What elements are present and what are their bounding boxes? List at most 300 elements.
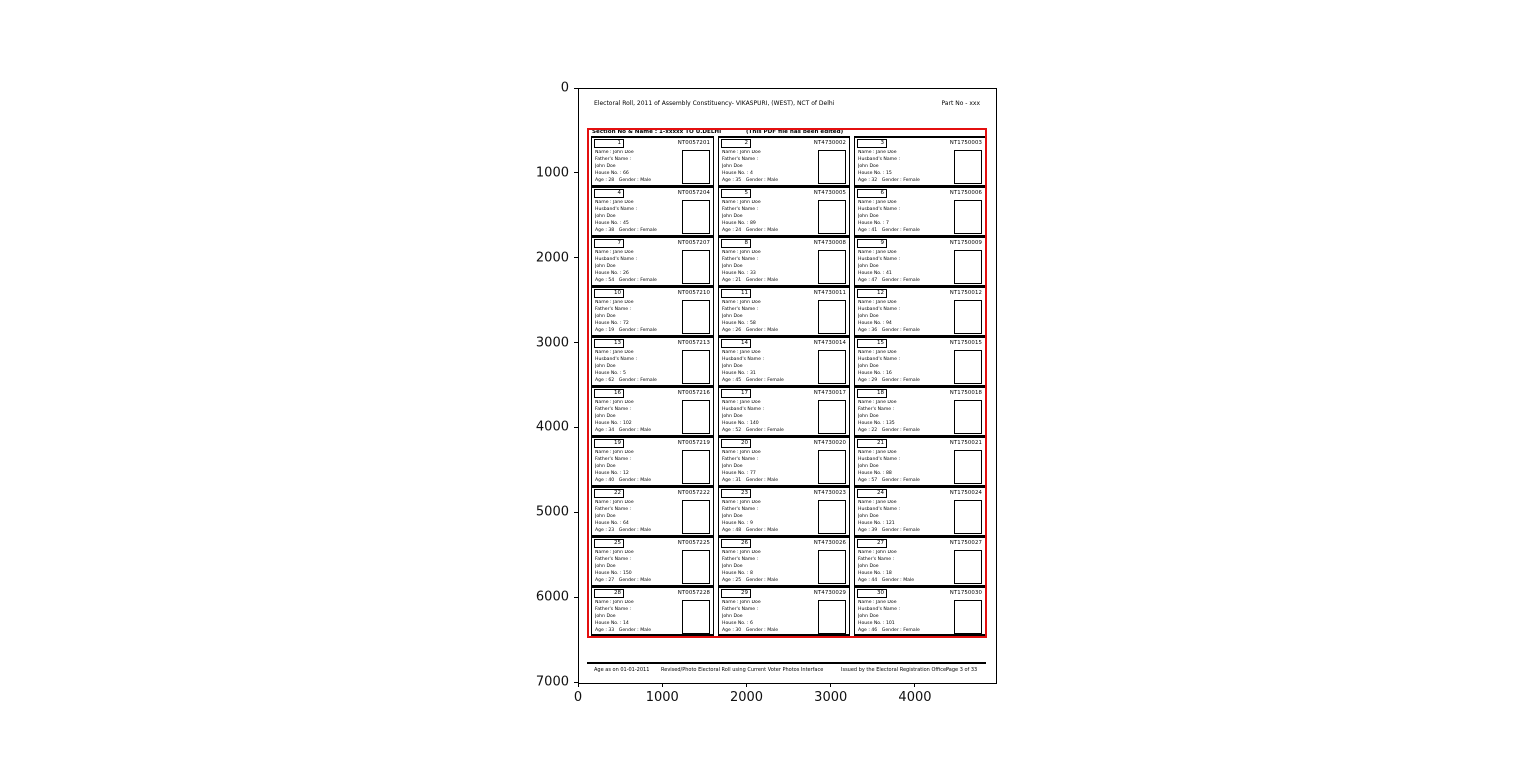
voter-photo-box (954, 200, 982, 234)
voter-photo-box (818, 400, 846, 434)
voter-details (722, 550, 808, 584)
voter-detail-line: Age : 27 Gender : Male (595, 577, 652, 583)
document-footer (579, 667, 996, 677)
voter-detail-line: House No. : 66 (595, 170, 629, 176)
voter-card (718, 286, 850, 336)
epic-id: NT0057213 (677, 340, 710, 346)
voter-detail-line: Husband's Name : (858, 606, 900, 612)
epic-id: NT4730005 (813, 190, 846, 196)
voter-detail-line: House No. : 72 (595, 320, 629, 326)
voter-photo-box (954, 300, 982, 334)
voter-detail-line: John Doe (858, 363, 879, 369)
serial-number-box: 12 (857, 289, 887, 298)
y-tick-label: 0 (560, 80, 569, 96)
voter-detail-line: John Doe (858, 463, 879, 469)
serial-number-box: 4 (594, 189, 624, 198)
voter-detail-line: John Doe (595, 213, 616, 219)
footer-page-number: Page 3 of 33 (946, 667, 978, 673)
voter-detail-line: Husband's Name : (858, 506, 900, 512)
voter-detail-line: Father's Name : (722, 506, 759, 512)
serial-number-box: 3 (857, 139, 887, 148)
voter-detail-line: Name : Jane Doe (858, 150, 897, 155)
voter-detail-line: Husband's Name : (595, 206, 637, 212)
voter-detail-line: House No. : 150 (595, 570, 632, 576)
voter-card (854, 286, 986, 336)
serial-number-box: 8 (721, 239, 751, 248)
voter-detail-line: John Doe (595, 413, 616, 419)
serial-number-box: 2 (721, 139, 751, 148)
serial-number-box: 26 (721, 539, 751, 548)
serial-number-box: 11 (721, 289, 751, 298)
voter-detail-line: John Doe (595, 263, 616, 269)
voter-photo-box (682, 550, 710, 584)
voter-detail-line: Father's Name : (858, 406, 895, 412)
voter-detail-line: House No. : 94 (858, 320, 892, 326)
voter-detail-line: House No. : 15 (858, 170, 892, 176)
voter-card (718, 536, 850, 586)
epic-id: NT0057228 (677, 590, 710, 596)
plot-area (578, 88, 997, 684)
voter-detail-line: Age : 24 Gender : Male (722, 227, 779, 233)
voter-detail-line: John Doe (595, 513, 616, 519)
voter-detail-line: John Doe (858, 563, 879, 569)
voter-details (595, 400, 681, 434)
epic-id: NT0057204 (677, 190, 710, 196)
voter-detail-line: Father's Name : (722, 156, 759, 162)
voter-detail-line: Age : 62 Gender : Female (595, 377, 657, 383)
voter-detail-line: John Doe (722, 413, 743, 419)
voter-detail-line: Age : 34 Gender : Male (595, 427, 652, 433)
voter-photo-box (818, 200, 846, 234)
voter-detail-line: Age : 38 Gender : Female (595, 227, 657, 233)
serial-number-box: 9 (857, 239, 887, 248)
voter-photo-box (954, 500, 982, 534)
voter-details (858, 250, 944, 284)
voter-detail-line: John Doe (722, 463, 743, 469)
voter-detail-line: Husband's Name : (722, 406, 764, 412)
voter-detail-line: John Doe (595, 313, 616, 319)
voter-detail-line: Name : Jane Doe (858, 350, 897, 355)
voter-detail-line: House No. : 31 (722, 370, 756, 376)
voter-photo-box (818, 500, 846, 534)
voter-detail-line: Age : 57 Gender : Female (858, 477, 920, 483)
serial-number-box: 24 (857, 489, 887, 498)
voter-detail-line: Name : John Doe (595, 400, 634, 405)
voter-detail-line: House No. : 18 (858, 570, 892, 576)
voter-detail-line: House No. : 101 (858, 620, 895, 626)
epic-id: NT4730014 (813, 340, 846, 346)
voter-photo-box (682, 400, 710, 434)
voter-detail-line: Father's Name : (858, 556, 895, 562)
epic-id: NT4730017 (813, 390, 846, 396)
epic-id: NT1750024 (949, 490, 982, 496)
voter-detail-line: John Doe (722, 313, 743, 319)
voter-detail-line: Name : Jane Doe (595, 350, 634, 355)
voter-detail-line: Age : 47 Gender : Female (858, 277, 920, 283)
epic-id: NT0057219 (677, 440, 710, 446)
voter-detail-line: Age : 23 Gender : Male (595, 527, 652, 533)
voter-details (722, 250, 808, 284)
voter-detail-line: Father's Name : (595, 406, 632, 412)
voter-card (718, 236, 850, 286)
serial-number-box: 5 (721, 189, 751, 198)
voter-detail-line: John Doe (858, 313, 879, 319)
voter-details (858, 350, 944, 384)
serial-number-box: 25 (594, 539, 624, 548)
voter-detail-line: House No. : 6 (722, 620, 753, 626)
serial-number-box: 20 (721, 439, 751, 448)
voter-photo-box (818, 150, 846, 184)
document-title: Electoral Roll, 2011 of Assembly Constituency- VIKASPURI, (WEST), NCT of Delhi (594, 100, 835, 107)
serial-number-box: 23 (721, 489, 751, 498)
voter-detail-line: Name : Jane Doe (858, 400, 897, 405)
voter-detail-line: Age : 44 Gender : Male (858, 577, 915, 583)
voter-detail-line: Age : 36 Gender : Female (858, 327, 920, 333)
voter-photo-box (818, 350, 846, 384)
serial-number-box: 7 (594, 239, 624, 248)
edited-notice-label: (This PDF file has been edited) (746, 129, 844, 135)
voter-card (718, 436, 850, 486)
serial-number-box: 22 (594, 489, 624, 498)
voter-detail-line: Husband's Name : (858, 306, 900, 312)
voter-details (595, 300, 681, 334)
voter-detail-line: Father's Name : (595, 156, 632, 162)
voter-detail-line: House No. : 121 (858, 520, 895, 526)
voter-detail-line: John Doe (595, 563, 616, 569)
voter-card (854, 586, 986, 636)
y-tick-label: 3000 (535, 335, 569, 351)
voter-detail-line: Age : 39 Gender : Female (858, 527, 920, 533)
voter-card (854, 236, 986, 286)
voter-detail-line: House No. : 135 (858, 420, 895, 426)
voter-photo-box (818, 550, 846, 584)
x-tick-label: 3000 (814, 690, 848, 705)
voter-photo-box (954, 600, 982, 634)
voter-detail-line: Father's Name : (722, 456, 759, 462)
voter-detail-line: John Doe (595, 463, 616, 469)
voter-detail-line: House No. : 4 (722, 170, 753, 176)
voter-detail-line: Age : 30 Gender : Male (722, 627, 779, 633)
voter-detail-line: John Doe (722, 363, 743, 369)
voter-detail-line: Father's Name : (722, 606, 759, 612)
voter-details (858, 400, 944, 434)
x-tick-label: 4000 (898, 690, 932, 705)
voter-card-grid (591, 136, 986, 636)
voter-photo-box (818, 450, 846, 484)
voter-detail-line: Age : 46 Gender : Female (858, 627, 920, 633)
voter-card (718, 186, 850, 236)
voter-detail-line: Age : 29 Gender : Female (858, 377, 920, 383)
voter-detail-line: House No. : 45 (595, 220, 629, 226)
serial-number-box: 13 (594, 339, 624, 348)
epic-id: NT0057207 (677, 240, 710, 246)
voter-detail-line: Age : 21 Gender : Male (722, 277, 779, 283)
voter-detail-line: Name : John Doe (858, 550, 897, 555)
voter-details (858, 550, 944, 584)
voter-card (718, 336, 850, 386)
voter-detail-line: Father's Name : (722, 306, 759, 312)
voter-detail-line: Father's Name : (595, 456, 632, 462)
voter-detail-line: House No. : 102 (595, 420, 632, 426)
voter-detail-line: Name : John Doe (722, 550, 761, 555)
voter-detail-line: House No. : 140 (722, 420, 759, 426)
voter-detail-line: Age : 52 Gender : Female (722, 427, 784, 433)
voter-detail-line: Name : Jane Doe (595, 250, 634, 255)
voter-detail-line: Age : 22 Gender : Female (858, 427, 920, 433)
voter-detail-line: John Doe (722, 563, 743, 569)
voter-details (595, 450, 681, 484)
voter-detail-line: Name : John Doe (722, 150, 761, 155)
serial-number-box: 28 (594, 589, 624, 598)
voter-details (722, 600, 808, 634)
epic-id: NT1750012 (949, 290, 982, 296)
serial-number-box: 27 (857, 539, 887, 548)
voter-detail-line: Age : 48 Gender : Male (722, 527, 779, 533)
voter-card (854, 486, 986, 536)
epic-id: NT0057225 (677, 540, 710, 546)
serial-number-box: 29 (721, 589, 751, 598)
voter-detail-line: John Doe (858, 213, 879, 219)
voter-detail-line: House No. : 89 (722, 220, 756, 226)
voter-details (722, 450, 808, 484)
voter-detail-line: John Doe (722, 213, 743, 219)
voter-detail-line: House No. : 9 (722, 520, 753, 526)
footer-roll-note: Revised/Photo Electoral Roll using Current Voter Photos Interface (661, 667, 824, 673)
serial-number-box: 10 (594, 289, 624, 298)
voter-card (854, 436, 986, 486)
epic-id: NT4730020 (813, 440, 846, 446)
voter-detail-line: John Doe (722, 263, 743, 269)
voter-details (595, 200, 681, 234)
voter-detail-line: John Doe (858, 613, 879, 619)
y-tick-label: 7000 (535, 674, 569, 690)
voter-card (591, 436, 714, 486)
part-number: Part No - xxx (941, 100, 980, 107)
voter-detail-line: Father's Name : (595, 556, 632, 562)
voter-detail-line: Name : Jane Doe (722, 350, 761, 355)
voter-photo-box (682, 600, 710, 634)
voter-detail-line: Husband's Name : (858, 206, 900, 212)
serial-number-box: 1 (594, 139, 624, 148)
voter-card (591, 236, 714, 286)
epic-id: NT1750009 (949, 240, 982, 246)
voter-detail-line: Age : 19 Gender : Female (595, 327, 657, 333)
voter-detail-line: Name : John Doe (595, 550, 634, 555)
voter-details (858, 500, 944, 534)
voter-details (722, 400, 808, 434)
voter-detail-line: John Doe (595, 163, 616, 169)
voter-detail-line: John Doe (858, 163, 879, 169)
voter-photo-box (954, 450, 982, 484)
voter-card (718, 136, 850, 186)
voter-photo-box (954, 400, 982, 434)
voter-detail-line: House No. : 77 (722, 470, 756, 476)
voter-detail-line: John Doe (595, 613, 616, 619)
voter-details (595, 500, 681, 534)
voter-photo-box (954, 350, 982, 384)
epic-id: NT0057210 (677, 290, 710, 296)
voter-card (591, 136, 714, 186)
voter-detail-line: Name : Jane Doe (722, 400, 761, 405)
epic-id: NT1750021 (949, 440, 982, 446)
voter-card (854, 536, 986, 586)
voter-details (858, 150, 944, 184)
serial-number-box: 18 (857, 389, 887, 398)
voter-card (591, 286, 714, 336)
epic-id: NT0057216 (677, 390, 710, 396)
voter-card (854, 136, 986, 186)
voter-detail-line: Age : 32 Gender : Female (858, 177, 920, 183)
voter-detail-line: Name : Jane Doe (858, 450, 897, 455)
epic-id: NT4730026 (813, 540, 846, 546)
voter-detail-line: House No. : 88 (858, 470, 892, 476)
voter-card (718, 486, 850, 536)
voter-detail-line: Name : John Doe (722, 300, 761, 305)
voter-details (722, 500, 808, 534)
voter-details (595, 150, 681, 184)
voter-photo-box (682, 250, 710, 284)
footer-divider (587, 662, 986, 664)
serial-number-box: 17 (721, 389, 751, 398)
voter-card (591, 536, 714, 586)
voter-detail-line: Name : John Doe (722, 200, 761, 205)
voter-detail-line: Age : 45 Gender : Female (722, 377, 784, 383)
voter-detail-line: John Doe (858, 263, 879, 269)
voter-details (858, 600, 944, 634)
voter-detail-line: Name : John Doe (722, 250, 761, 255)
voter-detail-line: Name : Jane Doe (858, 600, 897, 605)
voter-detail-line: House No. : 14 (595, 620, 629, 626)
voter-detail-line: Age : 40 Gender : Male (595, 477, 652, 483)
voter-detail-line: Father's Name : (722, 256, 759, 262)
y-tick-label: 1000 (535, 165, 569, 181)
voter-detail-line: Name : Jane Doe (858, 250, 897, 255)
voter-detail-line: Age : 26 Gender : Male (722, 327, 779, 333)
voter-detail-line: Name : John Doe (722, 450, 761, 455)
voter-detail-line: Age : 35 Gender : Male (722, 177, 779, 183)
y-tick-label: 2000 (535, 250, 569, 266)
x-tick-label: 2000 (729, 690, 764, 705)
voter-detail-line: Father's Name : (595, 506, 632, 512)
voter-detail-line: Father's Name : (722, 206, 759, 212)
serial-number-box: 15 (857, 339, 887, 348)
voter-photo-box (682, 450, 710, 484)
voter-detail-line: Name : John Doe (595, 450, 634, 455)
voter-detail-line: John Doe (595, 363, 616, 369)
x-tick-label: 0 (573, 690, 583, 705)
voter-photo-box (682, 150, 710, 184)
voter-detail-line: House No. : 64 (595, 520, 629, 526)
voter-detail-line: John Doe (858, 413, 879, 419)
voter-detail-line: John Doe (722, 613, 743, 619)
voter-card (591, 336, 714, 386)
voter-details (595, 350, 681, 384)
voter-photo-box (682, 300, 710, 334)
voter-detail-line: Name : Jane Doe (858, 200, 897, 205)
voter-detail-line: Name : Jane Doe (858, 500, 897, 505)
section-name-label: Section No & Name : 1-xxxxx TO U.DELHI (592, 129, 722, 135)
voter-details (722, 200, 808, 234)
serial-number-box: 14 (721, 339, 751, 348)
voter-photo-box (682, 500, 710, 534)
voter-photo-box (682, 350, 710, 384)
voter-card (591, 386, 714, 436)
voter-photo-box (954, 550, 982, 584)
voter-detail-line: Age : 41 Gender : Female (858, 227, 920, 233)
voter-details (722, 150, 808, 184)
epic-id: NT4730002 (813, 140, 846, 146)
y-tick-label: 6000 (535, 589, 569, 605)
voter-detail-line: Father's Name : (595, 306, 632, 312)
voter-photo-box (818, 600, 846, 634)
voter-card (854, 386, 986, 436)
voter-detail-line: Age : 31 Gender : Male (722, 477, 779, 483)
voter-detail-line: Husband's Name : (858, 256, 900, 262)
voter-details (858, 450, 944, 484)
voter-card (854, 336, 986, 386)
voter-detail-line: House No. : 41 (858, 270, 892, 276)
epic-id: NT1750027 (949, 540, 982, 546)
epic-id: NT1750015 (949, 340, 982, 346)
serial-number-box: 21 (857, 439, 887, 448)
voter-detail-line: Name : John Doe (722, 500, 761, 505)
voter-photo-box (954, 250, 982, 284)
epic-id: NT4730023 (813, 490, 846, 496)
voter-detail-line: John Doe (722, 513, 743, 519)
voter-card (718, 386, 850, 436)
voter-detail-line: Name : Jane Doe (595, 300, 634, 305)
voter-photo-box (818, 250, 846, 284)
voter-photo-box (818, 300, 846, 334)
y-tick-label: 4000 (535, 419, 569, 435)
voter-detail-line: House No. : 12 (595, 470, 629, 476)
epic-id: NT4730008 (813, 240, 846, 246)
voter-detail-line: Father's Name : (722, 556, 759, 562)
voter-detail-line: Name : Jane Doe (595, 200, 634, 205)
voter-detail-line: Husband's Name : (595, 256, 637, 262)
voter-detail-line: Husband's Name : (858, 456, 900, 462)
voter-card (718, 586, 850, 636)
voter-details (595, 250, 681, 284)
voter-details (858, 200, 944, 234)
voter-detail-line: Age : 25 Gender : Male (722, 577, 779, 583)
voter-card (591, 486, 714, 536)
epic-id: NT1750018 (949, 390, 982, 396)
voter-detail-line: Husband's Name : (858, 156, 900, 162)
voter-detail-line: Name : John Doe (722, 600, 761, 605)
voter-detail-line: Father's Name : (595, 606, 632, 612)
voter-detail-line: John Doe (858, 513, 879, 519)
voter-detail-line: John Doe (722, 163, 743, 169)
epic-id: NT4730011 (813, 290, 846, 296)
voter-detail-line: Name : Jane Doe (858, 300, 897, 305)
voter-detail-line: House No. : 5 (595, 370, 626, 376)
voter-detail-line: Age : 33 Gender : Male (595, 627, 652, 633)
voter-photo-box (682, 200, 710, 234)
epic-id: NT0057222 (677, 490, 710, 496)
voter-card (591, 186, 714, 236)
voter-card (591, 586, 714, 636)
x-tick-label: 1000 (645, 690, 679, 705)
voter-detail-line: Age : 54 Gender : Female (595, 277, 657, 283)
serial-number-box: 19 (594, 439, 624, 448)
voter-details (722, 350, 808, 384)
serial-number-box: 30 (857, 589, 887, 598)
voter-detail-line: House No. : 7 (858, 220, 889, 226)
epic-id: NT1750006 (949, 190, 982, 196)
serial-number-box: 6 (857, 189, 887, 198)
serial-number-box: 16 (594, 389, 624, 398)
